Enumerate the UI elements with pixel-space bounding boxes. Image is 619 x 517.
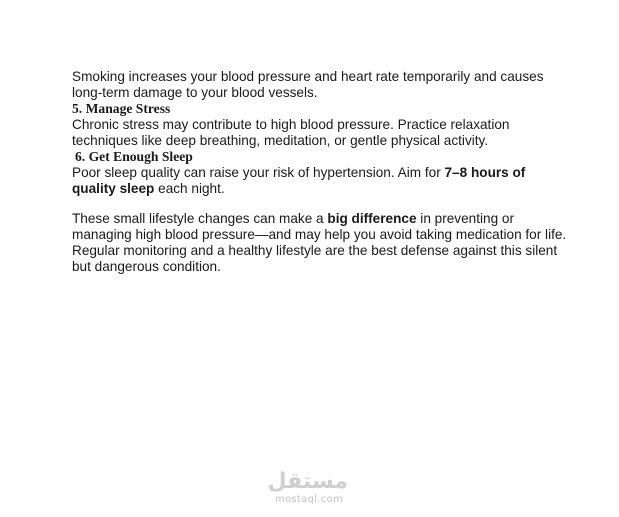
watermark-url: mostaql.com xyxy=(274,494,344,505)
paragraph-smoking: Smoking increases your blood pressure and heart rate temporarily and causes long-term damage to your blood vessels. xyxy=(72,69,544,100)
document-body xyxy=(72,69,572,275)
mostaql-watermark xyxy=(267,469,348,506)
watermark-logo: مستقل xyxy=(267,469,348,494)
summary-text-after: in preventing or managing high blood pressure—and may help you avoid taking medication for life. Regular monitoring and a healthy lifestyle are the best defense against this silent but dangerous condition. xyxy=(72,211,567,274)
sleep-text-before: Poor sleep quality can raise your risk of hypertension. Aim for xyxy=(72,165,445,180)
heading-manage-stress: 5. Manage Stress xyxy=(72,101,171,116)
paragraph-sleep xyxy=(72,165,572,197)
sleep-text-bold: 7–8 hours of quality sleep xyxy=(72,165,526,196)
summary-text-before: These small lifestyle changes can make a xyxy=(72,211,328,226)
paragraph-gap xyxy=(72,197,572,211)
heading-get-enough-sleep: 6. Get Enough Sleep xyxy=(75,149,193,164)
paragraph-summary xyxy=(72,211,572,275)
sleep-text-after: each night. xyxy=(154,181,225,196)
paragraph-stress: Chronic stress may contribute to high blood pressure. Practice relaxation techniques like deep breathing, meditation, or gentle physical activity. xyxy=(72,117,510,148)
summary-text-bold: big difference xyxy=(327,211,417,226)
